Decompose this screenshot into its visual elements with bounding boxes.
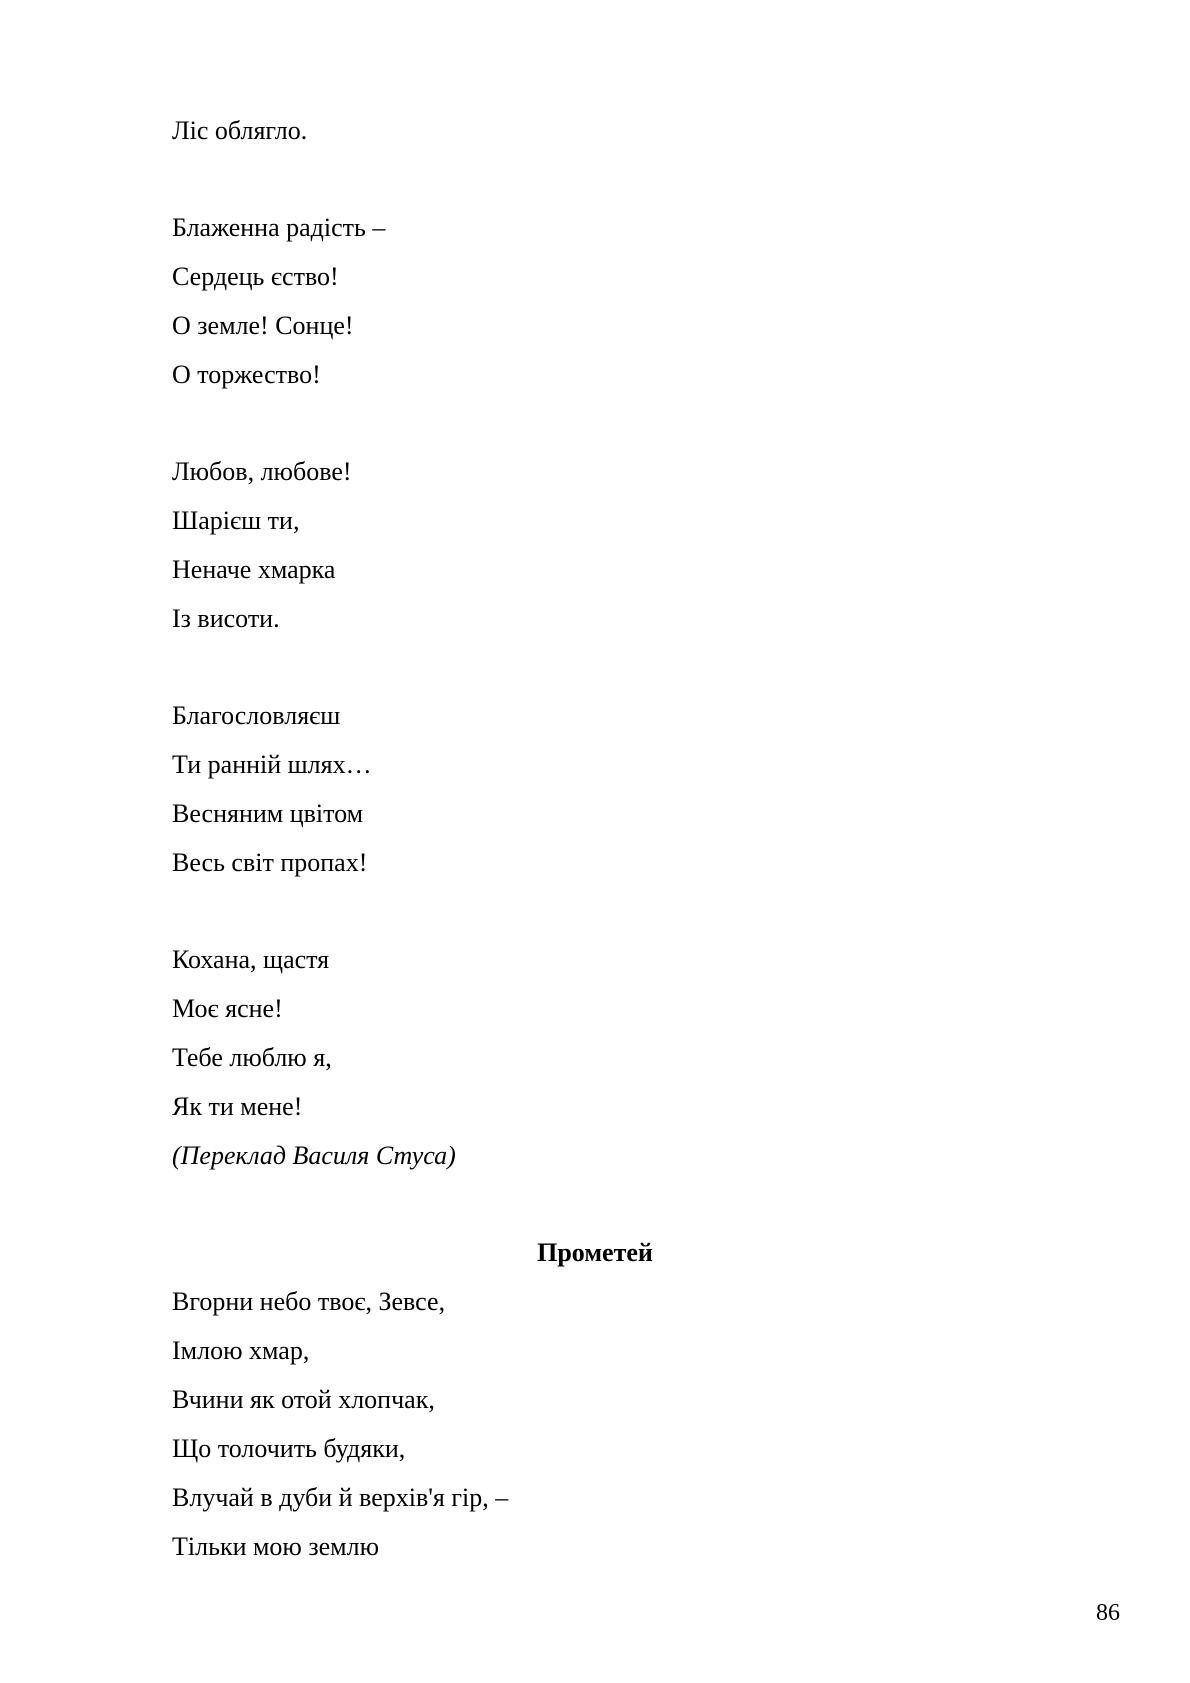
poem-line: Шарієш ти, xyxy=(172,506,300,535)
poem-line: Ти ранній шлях… xyxy=(172,750,372,779)
poem-line: Влучай в дуби й верхів'я гір, – xyxy=(172,1483,509,1512)
poem-line: О земле! Сонце! xyxy=(172,311,354,340)
poem-line: Із висоти. xyxy=(172,604,280,633)
page-number: 86 xyxy=(1096,1600,1120,1626)
poem-line: Імлою хмар, xyxy=(172,1336,310,1365)
translator-note: (Переклад Василя Стуса) xyxy=(172,1141,456,1170)
poem-line: Благословляєш xyxy=(172,701,341,730)
poem-line: Що толочить будяки, xyxy=(172,1434,406,1463)
poem-line: Моє ясне! xyxy=(172,994,283,1023)
poem-line: Тебе люблю я, xyxy=(172,1043,332,1072)
poem-line: Вчини як отой хлопчак, xyxy=(172,1385,435,1414)
poem-line: Кохана, щастя xyxy=(172,945,330,974)
poem-line: Вгорни небо твоє, Зевсе, xyxy=(172,1287,446,1316)
poem-line: Сердець єство! xyxy=(172,262,339,291)
poem-line: Весь світ пропах! xyxy=(172,848,368,877)
poem-line: Неначе хмарка xyxy=(172,555,336,584)
poem-line: Як ти мене! xyxy=(172,1092,303,1121)
poem-line: Любов, любове! xyxy=(172,457,352,486)
poem-line: Тільки мою землю xyxy=(172,1532,380,1561)
poem-title: Прометей xyxy=(537,1238,653,1267)
poem-line: О торжество! xyxy=(172,360,321,389)
poem-line: Блаженна радість – xyxy=(172,213,386,242)
poem-line: Весняним цвітом xyxy=(172,799,364,828)
poem-line: Ліс облягло. xyxy=(172,116,308,145)
